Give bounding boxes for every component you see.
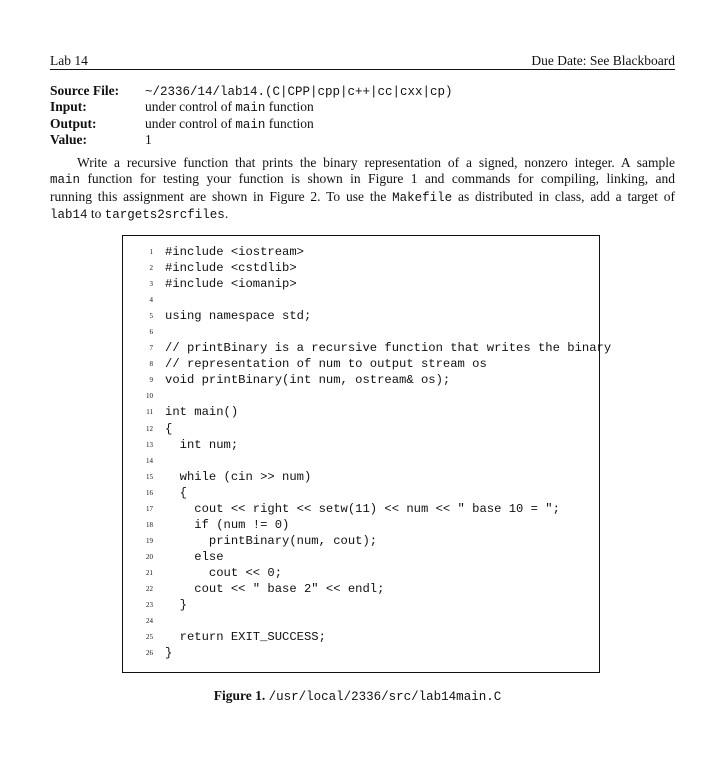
code-text: else: [165, 549, 224, 564]
figure-label: Figure 1.: [213, 688, 266, 703]
code-text: #include <cstdlib>: [165, 261, 297, 276]
line-number: 10: [146, 392, 153, 401]
code-line: [141, 276, 601, 292]
code-line: [141, 629, 601, 645]
line-number: 9: [149, 376, 153, 385]
code-line: [141, 388, 601, 404]
code-line: [141, 437, 601, 453]
meta-row-source-file: [50, 83, 675, 99]
line-number: 16: [146, 488, 153, 497]
code-line: [141, 501, 601, 517]
line-number: 1: [149, 248, 153, 256]
code-text: }: [165, 598, 187, 613]
line-number: 23: [146, 601, 153, 610]
code-line: [141, 485, 601, 501]
code-text: cout << " base 2" << endl;: [165, 581, 385, 596]
code-line: [141, 292, 601, 308]
code-text: cout << 0;: [165, 565, 283, 580]
code-text: using namespace std;: [165, 309, 312, 324]
code-line: [141, 324, 601, 340]
code-text: // representation of num to output stream os: [165, 357, 487, 372]
code-line: [141, 421, 601, 437]
line-number: 8: [149, 360, 153, 369]
code-line: [141, 517, 601, 533]
code-line: [141, 404, 601, 420]
code-line: [141, 645, 601, 661]
line-number: 17: [146, 504, 153, 513]
code-text: cout << right << setw(11) << num << " base 10 = ";: [165, 501, 560, 516]
line-number: 15: [146, 472, 153, 481]
code-listing: [141, 244, 612, 661]
value-value: 1: [145, 131, 152, 147]
code-text: while (cin >> num): [165, 469, 312, 484]
meta-row-input: [50, 99, 675, 115]
code-text: return EXIT_SUCCESS;: [165, 630, 326, 645]
code-line: [141, 469, 601, 485]
code-text: #include <iostream>: [165, 245, 304, 259]
line-number: 6: [149, 328, 153, 337]
code-listing-box: [122, 235, 612, 673]
assignment-meta: [50, 83, 675, 148]
code-text: if (num != 0): [165, 517, 290, 532]
line-number: 25: [146, 633, 153, 642]
meta-row-output: [50, 116, 675, 132]
code-text: #include <iomanip>: [165, 277, 297, 292]
line-number: 24: [146, 617, 153, 626]
line-number: 18: [146, 520, 153, 529]
code-line: [141, 581, 601, 597]
code-line: [141, 597, 601, 613]
code-line: [141, 260, 601, 276]
code-line: [141, 244, 601, 260]
due-date: Due Date: See Blackboard: [531, 53, 675, 68]
line-number: 2: [149, 264, 153, 273]
code-text: // printBinary is a recursive function that writes the binary: [165, 341, 612, 356]
code-text: int main(): [165, 405, 239, 420]
line-number: 12: [146, 424, 153, 433]
code-line: [141, 565, 601, 581]
input-value: under control of main function: [145, 99, 314, 116]
meta-label: Output:: [50, 115, 97, 131]
code-line: [141, 613, 601, 629]
line-number: 21: [146, 568, 153, 577]
meta-row-value: [50, 132, 675, 148]
line-number: 11: [146, 408, 153, 417]
line-number: 13: [146, 440, 153, 449]
line-number: 14: [146, 456, 153, 465]
line-number: 19: [146, 536, 153, 545]
line-number: 26: [146, 649, 153, 658]
paragraph-line: running this assignment are shown in Figure 2. To use the Makefile as distributed in class, add a target of: [50, 188, 675, 205]
meta-label: Input:: [50, 99, 87, 115]
source-file-value: ~/2336/14/lab14.(C|CPP|cpp|c++|cc|cxx|cp): [145, 85, 453, 99]
code-text: {: [165, 485, 187, 500]
lab-title: Lab 14: [50, 53, 88, 68]
code-line: [141, 308, 601, 324]
output-value: under control of main function: [145, 115, 314, 132]
code-line: [141, 533, 601, 549]
code-line: [141, 549, 601, 565]
line-number: 22: [146, 584, 153, 593]
paragraph-line: Write a recursive function that prints the binary representation of a signed, nonzero integer. A sample: [77, 155, 675, 170]
paragraph-line: main function for testing your function is shown in Figure 1 and commands for compiling, linking, and: [50, 171, 675, 188]
line-number: 3: [149, 280, 153, 289]
code-text: void printBinary(int num, ostream& os);: [165, 373, 451, 388]
paragraph-line: lab14 to targets2srcfiles.: [50, 205, 229, 222]
code-text: {: [165, 421, 173, 436]
line-number: 20: [146, 552, 153, 561]
instructions-paragraph: [50, 155, 675, 223]
line-number: 4: [149, 296, 153, 305]
line-number: 5: [149, 312, 153, 321]
figure-caption: [0, 688, 715, 704]
line-number: 7: [149, 344, 153, 353]
code-line: [141, 356, 601, 372]
meta-label: Source File:: [50, 83, 120, 98]
code-text: printBinary(num, cout);: [165, 533, 378, 548]
figure-path: /usr/local/2336/src/lab14main.C: [268, 690, 502, 704]
code-line: [141, 453, 601, 469]
code-line: [141, 340, 612, 356]
page-header: [50, 52, 675, 70]
code-text: int num;: [165, 437, 239, 452]
code-line: [141, 372, 601, 388]
code-text: }: [165, 646, 173, 661]
meta-label: Value:: [50, 131, 88, 147]
